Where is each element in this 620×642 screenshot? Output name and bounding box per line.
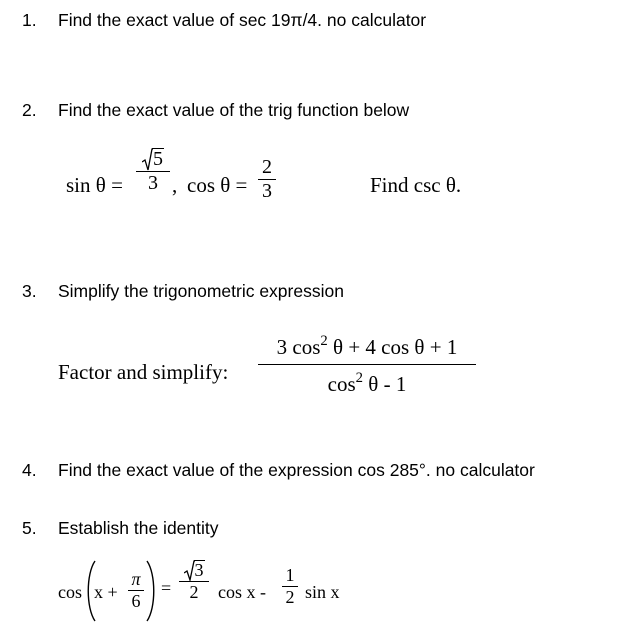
expression-denominator: $\cos^2 \theta - 1$ bbox=[327, 370, 407, 397]
question-2 bbox=[22, 100, 409, 121]
sqrt-3: 3 bbox=[184, 560, 205, 580]
pi-denominator: 6 bbox=[131, 590, 141, 611]
expression-fraction bbox=[258, 333, 476, 397]
question-1 bbox=[22, 10, 426, 31]
question-3 bbox=[22, 281, 344, 302]
root3-over-2 bbox=[179, 560, 209, 602]
equals-sign: = bbox=[161, 578, 172, 598]
question-5 bbox=[22, 518, 219, 539]
root3-denominator: 2 bbox=[189, 581, 199, 602]
question-number: 4. bbox=[22, 460, 37, 480]
question-text: Find the exact value of the trig function below bbox=[58, 100, 410, 120]
question-number: 1. bbox=[22, 10, 37, 30]
question-text: Simplify the trigonometric expression bbox=[58, 281, 344, 301]
find-csc: Find csc θ. bbox=[370, 173, 462, 197]
question-number: 3. bbox=[22, 281, 37, 301]
pi-numerator: π bbox=[131, 569, 141, 589]
cos-denominator: 3 bbox=[262, 180, 272, 202]
sin-numerator bbox=[136, 148, 170, 170]
fraction-bar bbox=[258, 364, 476, 365]
factor-label: Factor and simplify: bbox=[58, 360, 229, 384]
cos-x-minus: cos x - bbox=[218, 582, 266, 602]
question-4 bbox=[22, 460, 535, 481]
radical-sign-icon bbox=[142, 148, 153, 172]
sqrt-5: 5 bbox=[142, 148, 164, 170]
question-text: Find the exact value of sec 19π/4. no calculator bbox=[58, 10, 427, 30]
right-paren-icon bbox=[146, 560, 158, 622]
root3-numerator bbox=[179, 560, 209, 580]
cos-numerator: 2 bbox=[262, 156, 272, 178]
cos-function: cos bbox=[58, 582, 82, 602]
sin-denominator: 3 bbox=[148, 172, 158, 194]
x-plus: x + bbox=[94, 582, 118, 602]
question-text: Find the exact value of the expression cos 285°. no calculator bbox=[58, 460, 535, 480]
pi-over-6 bbox=[128, 570, 144, 611]
expression-numerator: 3 $\cos^2 \theta + 4$ cos θ + 1 bbox=[276, 333, 458, 359]
one-half bbox=[282, 566, 298, 607]
comma: , bbox=[172, 173, 178, 197]
question-text: Establish the identity bbox=[58, 518, 219, 538]
sin-x: sin x bbox=[305, 582, 340, 602]
sin-label: sin θ = bbox=[66, 173, 123, 197]
question-number: 2. bbox=[22, 100, 37, 120]
cos-label: cos θ = bbox=[187, 173, 248, 197]
radical-sign-icon bbox=[184, 560, 195, 582]
half-denominator: 2 bbox=[285, 586, 295, 607]
sin-fraction bbox=[136, 148, 170, 194]
cos-fraction bbox=[258, 157, 276, 202]
question-number: 5. bbox=[22, 518, 37, 538]
half-numerator: 1 bbox=[285, 565, 295, 585]
